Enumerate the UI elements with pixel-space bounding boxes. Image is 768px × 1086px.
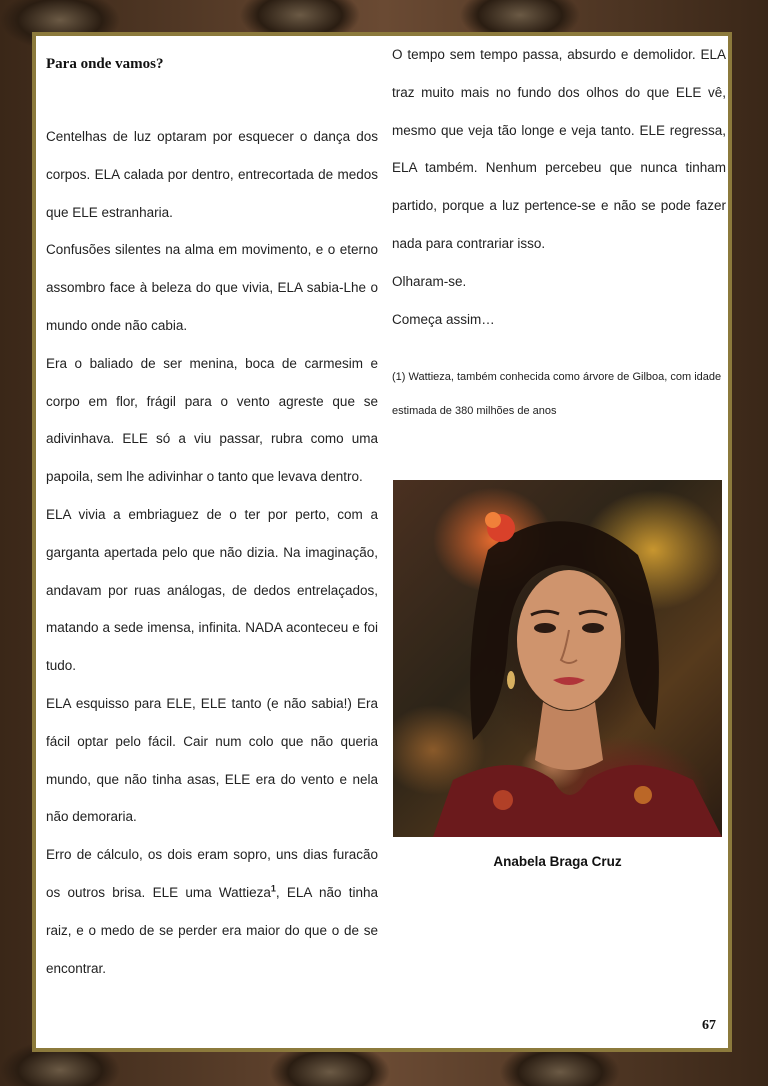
author-portrait bbox=[393, 480, 722, 837]
right-column bbox=[392, 36, 726, 428]
paragraph: O tempo sem tempo passa, absurdo e demolidor. ELA traz muito mais no fundo dos olhos do que ELE vê, mesmo que veja tão longe e veja tanto. ELE regressa, ELA também. Nenhum percebeu que nunca tinham partido, porque a luz pertence-se e não se pode fazer nada para contrariar isso. bbox=[392, 47, 726, 251]
portrait-illustration bbox=[393, 480, 722, 837]
paragraph: Era o baliado de ser menina, boca de carmesim e corpo em flor, frágil para o vento agreste que se adivinhava. ELE só a viu passar, rubra como uma papoila, sem lhe adivinhar o tanto que levava dentro. bbox=[46, 355, 378, 485]
paragraph-text: Erro de cálculo, os dois eram sopro, uns dias furacão os outros brisa. ELE uma Wattieza bbox=[46, 847, 378, 900]
paragraph: Olharam-se. bbox=[392, 273, 467, 289]
page-frame bbox=[32, 32, 732, 1052]
footnote-marker[interactable]: 1 bbox=[270, 883, 276, 894]
paragraph: Centelhas de luz optaram por esquecer o dança dos corpos. ELA calada por dentro, entrecortada de medos que ELE estranharia. bbox=[46, 129, 378, 220]
paragraph: ELA esquisso para ELE, ELE tanto (e não sabia!) Era fácil optar pelo fácil. Cair num colo que não queria mundo, que não tinha asas, ELE era do vento e nela não demoraria. bbox=[46, 695, 378, 825]
paragraph: Começa assim… bbox=[392, 311, 495, 327]
paragraph-text: , ELA não tinha raiz, e o medo de se perder era maior do que o de se encontrar. bbox=[46, 884, 379, 976]
spacer bbox=[392, 338, 726, 360]
paragraph: Confusões silentes na alma em movimento, e o eterno assombro face à beleza do que vivia, ELA sabia-Lhe o mundo onde não cabia. bbox=[46, 242, 378, 333]
left-column bbox=[46, 50, 378, 987]
article-title: Para onde vamos? bbox=[46, 56, 164, 72]
paragraph bbox=[46, 836, 378, 987]
paragraph: ELA vivia a embriaguez de o ter por perto, com a garganta apertada pelo que não dizia. Na imaginação, andavam por ruas análogas, de dedos entrelaçados, matando a sede imensa, infinita. NADA aconteceu e foi tudo. bbox=[46, 506, 378, 674]
page-number: 67 bbox=[702, 1018, 716, 1033]
author-name: Anabela Braga Cruz bbox=[493, 854, 622, 869]
footnote: (1) Wattieza, também conhecida como árvore de Gilboa, com idade estimada de 380 milhões de anos bbox=[392, 371, 722, 418]
